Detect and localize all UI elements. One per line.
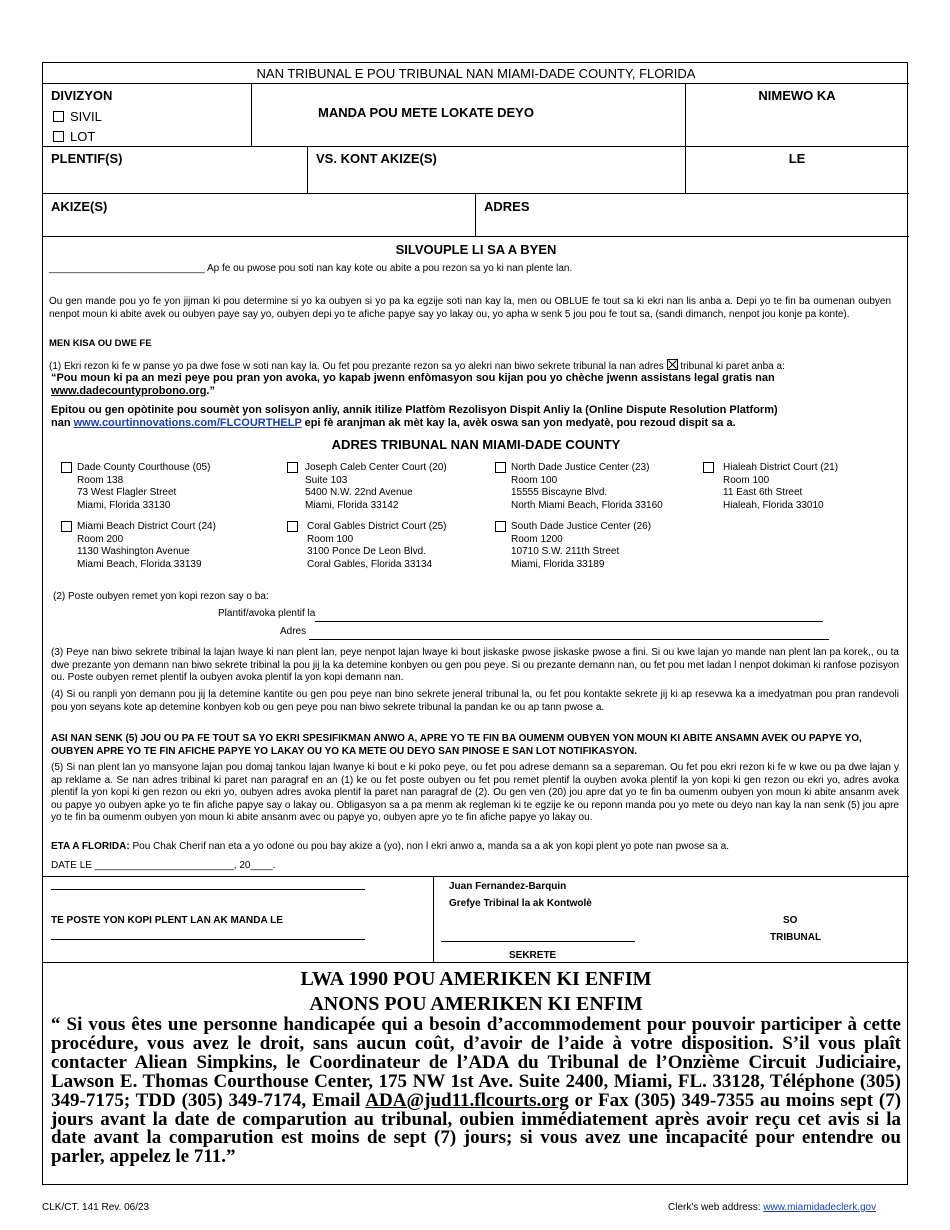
court-title: NAN TRIBUNAL E POU TRIBUNAL NAN MIAMI-DADE COUNTY, FLORIDA — [256, 66, 696, 81]
checkbox-icon[interactable] — [53, 111, 64, 122]
form-title: MANDA POU METE LOKATE DEYO — [318, 105, 534, 120]
seal-label: SO — [783, 915, 798, 926]
instruction-2: (2) Poste oubyen remet yon kopi rezon say o ba: — [53, 591, 269, 602]
plaintiff-attorney-field[interactable]: Plantif/avoka plentif la — [218, 608, 823, 622]
probono-link[interactable]: www.dadecountyprobono.org — [51, 385, 207, 397]
address-field[interactable]: Adres — [280, 626, 829, 640]
form-border: NAN TRIBUNAL E POU TRIBUNAL NAN MIAMI-DADE COUNTY, FLORIDA DIVIZYON SIVIL LOT MANDA POU METE LOKATE DEYO NIMEWO KA PLENTIF(S) VS. KONT AKIZE(S) LE AKIZE(S) ADRES SILVOUPLE LI SA A BYEN ____________________________ Ap fe ou pwose pou soti nan kay kote ou abite a pou rezon sa yo ki nan plente lan. Ou gen mande pou yo fe yon jijman ki pou determine si yo ka oubyen si yo pa ka egzije soti nan kay la, men ou OBLUE fe tout sa ki ekri nan lis anba a. Depi yo te fin ba oumenan oubyen nenpot moun ki abite avek ou oubyen paye say yo, oubyen depi yo te afiche papye say yo lakay ou, yo apha w senk 5 jou pou fe tout sa, (sandi dimanch, nenpot jou konje pa konte). MEN KISA OU DWE FE (1) Ekri rezon ki fe w panse yo pa dwe fose w soti nan kay la. Ou fet pou prezante rezon sa yo alekri nan biwo sekrete tribunal la nan adres tribunal ki paret anba a: “Pou moun ki pa an mezi peye pou pran yon avoka, yo kapab jwenn enfòmasyon sou kijan pou yo chèche jwenn assistans legal gratis nan www.dadecountyprobono.org.” Epitou ou gen opòtinite pou soumèt yon solisyon anliy, annik itilize Platfòm Rezolisyon Dispit Anliy la (Online Dispute Resolution Platform) nan www.courtinnovations.com/FLCOURTHELP epi fè aranjman ak mèt kay la, avèk oswa san yon medyatè, pou rezoud dispit sa a. ADRES TRIBUNAL NAN MIAMI-DADE COUNTY Dade County Courthouse (05) Room 138 73 West Flagler Street Miami, Florida 33130 Joseph Caleb Center Court (20) Suite 103 5400 N.W. 22nd Avenue Miami, Florida 33142 North Dade Justice Center (23) Room 100 15555 Biscayne Blvd. North Miami Beach, Florida 33160 Hialeah District Court (21) Room 100 11 East 6th Street Hialeah, Florida 33010 Miami Beach District Court (24) Room 200 1130 Washington Avenue Miami Beach, Florida 33139 Coral Gables District Court (25) Room 100 3100 Ponce De Leon Blvd. Coral Gables, Florida 33134 South Dade Justice Center (26) Room 1200 10710 S.W. 211th Street Miami, Florida 33189 (2) Poste oubyen remet yon kopi rezon say o ba: Plantif/avoka plentif la Adres (3) Peye nan biwo sekrete tribinal la lajan lwaye ki nan plent lan, peye nenpot lajan lwaye ki bout jiskaske pwose jiskaske pwose a fini. Si ou kwe lajan yo mande nan plent lan pa korek,, ou ta dwe prezante yon demann nan biwo sekrete tribinal la pou jij la ka detemine konbyen ou gen pou peye. Si ou prezante demann nan, ou fet pou met ladan l nenpot dokiman ki ranfose pozisyon ou. Poste oubyen remet plentif la oubyen avoka plentif la yon kopi demann nan. (4) Si ou ranpli yon demann pou jij la detemine kantite ou gen pou peye nan bino sekrete jeneral tribunal la, ou fet pou kontakte sekrete jij ki ap resevwa ka a imedyatman pou pran randevoli pou yon seyans kote ap detemine konbyen kob ou gen peye pou nan biwo sekrete tribunal la pandan ke ou ap tann pwose a. ASI NAN SENK (5) JOU OU PA FE TOUT SA YO EKRI SPESIFIKMAN ANWO A, APRE YO TE FIN BA OUMENM OUBYEN YON MOUN KI ABITE ANSAMN AVEK OU PAPYE YO, OUBYEN APRE YO TE FIN AFICHE PAPYE YO LAKAY OU YO KA METE OU DEYO SAN PINOSE E SAN LOT NOTIFIKASYON. (5) Si nan plent lan yo mansyone lajan pou domaj tankou lajan lwanye ki bout e ki poko peye, ou fet pou adrese demann sa a separeman. Ou fet pou ekri rezon ki fe w kwe ou pa dwe lajan y ap reklame a. Se nan adres tribinal ki paret nan paragraf en an (1) ke ou fet poste oubyen ou fet pou remet plentif la ouyben avoka plentif la yon kopi ki gen rezon ou ekri yo, adres avoka plentif la yon kopi ki gen rezon ou ekri yo, oubyen adres avoka plentif la paret nan paragraf de (2). Ou gen ven (20) jou apre dat yo te fin ba oumenm oubyen yon moun ki abite ansanm avek ou papye yo oubyen apke yo te fin afiche papye say o lakay ou. Obligasyon sa a pa menm ak regleman ki te egzije ke ou reponn manda pou yo mete ou deyo nan kay la nan senk (5) jou apre yo te fin ba oumenm oubyen yon moun ki abite ansanm avec ou papye yo, oubyen apre yo te fin afiche papye yo lakay ou. ETA A FLORIDA: Pou Chak Cherif nan eta a yo odone ou pou bay akize a (yo), non l ekri anwo a, manda sa a ak yon kopi plent yo pote nan pwose sa a. DATE LE _________________________, 20____. TE POSTE YON KOPI PLENT LAN AK MANDA LE Juan Fernandez-Barquin Grefye Tribinal la ak Kontwolè SO TRIBUNAL SEKRETE LWA 1990 POU AMERIKEN KI ENFIM ANONS POU AMERIKEN KI ENFIM “ Si vous êtes une personne handicapée qui a besoin d’accommodement pour pouvoir participer à cette procédure, vous avez le droit, sans aucun coût, d’avoir de l’aide à votre disposition. S’il vous plaît contacter Aliean Simpkins, le Coordinateur de l’ADA du Tribunal de l’Onzième Circuit Judiciaire, Lawson E. Thomas Courthouse Center, 175 NW 1st Ave. Suite 2400, Miami, FL. 33128, Téléphone (305) 349-7175; TDD (305) 349-7174, Email ADA@jud11.flcourts.org or Fax (305) 349-7355 au moins sept (7) jours avant la date de comparution au tribunal, oubien immédiatement après avoir reçu cet avis si la date avant la comparution est moins de sept (7) jours; si vous avez une incapacité pour entendre ou parler, appelez le 711.” — [42, 62, 908, 1185]
posted-copy-label: TE POSTE YON KOPI PLENT LAN AK MANDA LE — [51, 915, 283, 926]
instruction-3: (3) Peye nan biwo sekrete tribinal la lajan lwaye ki nan plent lan, peye nenpot lajan lwaye ki bout jiskaske pwose jiskaske pwose a fini. Si ou kwe lajan yo mande nan plent lan pa korek,, ou ta dwe prezante yon demann nan biwo sekrete tribinal la pou jij la ka detemine konbyen ou gen pou peye. Si ou prezante demann nan, ou fet pou met ladan l nenpot dokiman ki ranfose pozisyon ou. Poste oubyen remet plentif la oubyen avoka plentif la yon kopi demann nan. — [51, 647, 899, 684]
divider — [307, 146, 308, 193]
ada-title: LWA 1990 POU AMERIKEN KI ENFIM — [300, 968, 652, 990]
divider — [43, 193, 909, 194]
division-label: DIVIZYON — [51, 88, 113, 103]
checkbox-icon[interactable] — [495, 521, 506, 532]
what-to-do-heading: MEN KISA OU DWE FE — [49, 338, 152, 349]
instruction-1: (1) Ekri rezon ki fe w panse yo pa dwe fose w soti nan kay la. Ou fet pou prezante rezon sa yo alekri nan biwo sekrete tribunal la nan adres tribunal ki paret anba a: — [49, 361, 785, 372]
le-label: LE — [788, 151, 806, 166]
division-sivil-option[interactable]: SIVIL — [53, 109, 102, 124]
eviction-warning: ASI NAN SENK (5) JOU OU PA FE TOUT SA YO EKRI SPESIFIKMAN ANWO A, APRE YO TE FIN BA OUMENM OUBYEN YON MOUN KI ABITE ANSAMN AVEK OU PAPYE YO, OUBYEN APRE YO TE FIN AFICHE PAPYE YO LAKAY OU YO KA METE OU DEYO SAN PINOSE E SAN LOT NOTIFIKASYON. — [51, 733, 862, 757]
divider — [475, 193, 476, 236]
clerk-name: Juan Fernandez-Barquin — [449, 881, 567, 892]
address-line[interactable] — [309, 626, 829, 640]
vs-defendant-label: VS. KONT AKIZE(S) — [316, 151, 437, 166]
divider — [43, 876, 909, 877]
date-field[interactable]: DATE LE _________________________, 20____. — [51, 860, 276, 871]
seal-tribunal-label: TRIBUNAL — [770, 932, 822, 943]
checkbox-icon[interactable] — [287, 462, 298, 473]
checkbox-icon[interactable] — [703, 462, 714, 473]
plaintiff-label: PLENTIF(S) — [51, 151, 123, 166]
secretary-signature-line[interactable] — [441, 932, 635, 942]
probono-notice: “Pou moun ki pa an mezi peye pou pran yon avoka, yo kapab jwenn enfòmasyon sou kijan pou yo chèche jwenn assistans legal gratis nan www.dadecountyprobono.org.” — [51, 372, 775, 397]
divider — [43, 962, 909, 963]
instruction-4: (4) Si ou ranpli yon demann pou jij la detemine kantite ou gen pou peye nan bino sekrete jeneral tribunal la, ou fet pou kontakte sekrete jij ki ap resevwa ka a imedyatman pou pran randevoli pou yon seyans kote ap detemine konbyen kob ou gen peye pou nan biwo sekrete tribunal la pandan ke ou ap tann pwose a. — [51, 689, 899, 713]
posted-date-line[interactable] — [51, 930, 365, 940]
ada-subtitle: ANONS POU AMERIKEN KI ENFIM — [309, 993, 643, 1015]
checkbox-icon[interactable] — [53, 131, 64, 142]
checkbox-icon[interactable] — [61, 462, 72, 473]
checked-box-icon — [667, 359, 678, 370]
ada-notice-text: “ Si vous êtes une personne handicapée qui a besoin d’accommodement pour pouvoir participer à cette procédure, vous avez le droit, sans aucun coût, d’avoir de l’aide à votre disposition. S’il vous plaît contacter Aliean Simpkins, le Coordinateur de l’ADA du Tribunal de l’Onzième Circuit Judiciaire, Lawson E. Thomas Courthouse Center, 175 NW 1st Ave. Suite 2400, Miami, FL. 33128, Téléphone (305) 349-7175; TDD (305) 349-7174, Email ADA@jud11.flcourts.org or Fax (305) 349-7355 au moins sept (7) jours avant la date de comparution au tribunal, oubien immédiatement après avoir reçu cet avis si la date avant la comparution est moins de sept (7) jours; si vous avez une incapacité pour entendre ou parler, appelez le 711.” — [51, 1014, 902, 1168]
divider — [43, 236, 909, 237]
mailing-date-line[interactable] — [51, 880, 365, 890]
secretary-label: SEKRETE — [509, 950, 557, 961]
odr-notice: Epitou ou gen opòtinite pou soumèt yon solisyon anliy, annik itilize Platfòm Rezolisyon Dispit Anliy la (Online Dispute Resolution Platform) nan www.courtinnovations.com/FLCOURTHELP epi fè aranjman ak mèt kay la, avèk oswa san yon medyatè, pou rezoud dispit sa a. — [51, 404, 778, 429]
odr-link[interactable]: www.courtinnovations.com/FLCOURTHELP — [73, 417, 302, 429]
divider — [251, 83, 252, 146]
case-number-label: NIMEWO KA — [758, 88, 836, 103]
division-lot-option[interactable]: LOT — [53, 129, 95, 144]
courts-heading: ADRES TRIBUNAL NAN MIAMI-DADE COUNTY — [331, 437, 621, 452]
checkbox-icon[interactable] — [495, 462, 506, 473]
clerk-web-address: Clerk's web address: www.miamidadeclerk.gov — [668, 1202, 877, 1213]
sheriff-order: ETA A FLORIDA: Pou Chak Cherif nan eta a yo odone ou pou bay akize a (yo), non l ekri anwo a, manda sa a ak yon kopi plent yo pote nan pwose sa a. — [51, 841, 729, 852]
clerk-website-link[interactable]: www.miamidadeclerk.gov — [763, 1202, 877, 1213]
divider — [433, 876, 434, 962]
notice-heading: SILVOUPLE LI SA A BYEN — [395, 242, 557, 257]
divider — [43, 83, 909, 84]
notice-line1: ____________________________ Ap fe ou pwose pou soti nan kay kote ou abite a pou rezon sa yo ki nan plente lan. — [49, 263, 573, 274]
instruction-5: (5) Si nan plent lan yo mansyone lajan pou domaj tankou lajan lwanye ki bout e ki poko peye, ou fet pou adrese demann sa a separeman. Ou fet pou ekri rezon ki fe w kwe ou pa dwe lajan y ap reklame a. Se nan adres tribinal ki paret nan paragraf en an (1) ke ou fet poste oubyen ou fet pou remet plentif la ouyben avoka plentif la yon kopi ki gen rezon ou ekri yo, adres avoka plentif la yon kopi ki gen rezon ou ekri yo, oubyen adres avoka plentif la paret nan paragraf de (2). Ou gen ven (20) jou apre dat yo te fin ba oumenm oubyen yon moun ki abite ansanm avek ou papye yo oubyen apke yo te fin afiche papye say o lakay ou. Obligasyon sa a pa menm ak regleman ki te egzije ke ou reponn manda pou yo mete ou deyo nan kay la nan senk (5) jou apre yo te fin ba oumenm oubyen yon moun ki abite ansanm avec ou papye yo, oubyen apre yo te fin afiche papye yo lakay ou. — [51, 762, 899, 824]
form-id: CLK/CT. 141 Rev. 06/23 — [42, 1202, 150, 1213]
clerk-title: Grefye Tribinal la ak Kontwolè — [449, 898, 592, 909]
ada-email-link[interactable]: ADA@jud11.flcourts.org — [365, 1089, 569, 1111]
plaintiff-attorney-line[interactable] — [315, 608, 823, 622]
checkbox-icon[interactable] — [61, 521, 72, 532]
notice-paragraph: Ou gen mande pou yo fe yon jijman ki pou determine si yo ka oubyen si yo pa ka egzije soti nan kay la, men ou OBLUE fe tout sa ki ekri nan lis anba a. Depi yo te fin ba oumenan oubyen nenpot moun ki abite avek ou oubyen paye say yo, oubyen depi yo te afiche papye say yo lakay ou, yo apha w senk 5 jou pou fe tout sa, (sandi dimanch, nenpot jou konje pa konte). — [49, 296, 891, 320]
defendant-label: AKIZE(S) — [51, 199, 108, 214]
divider — [43, 146, 909, 147]
checkbox-icon[interactable] — [287, 521, 298, 532]
address-label: ADRES — [484, 199, 530, 214]
